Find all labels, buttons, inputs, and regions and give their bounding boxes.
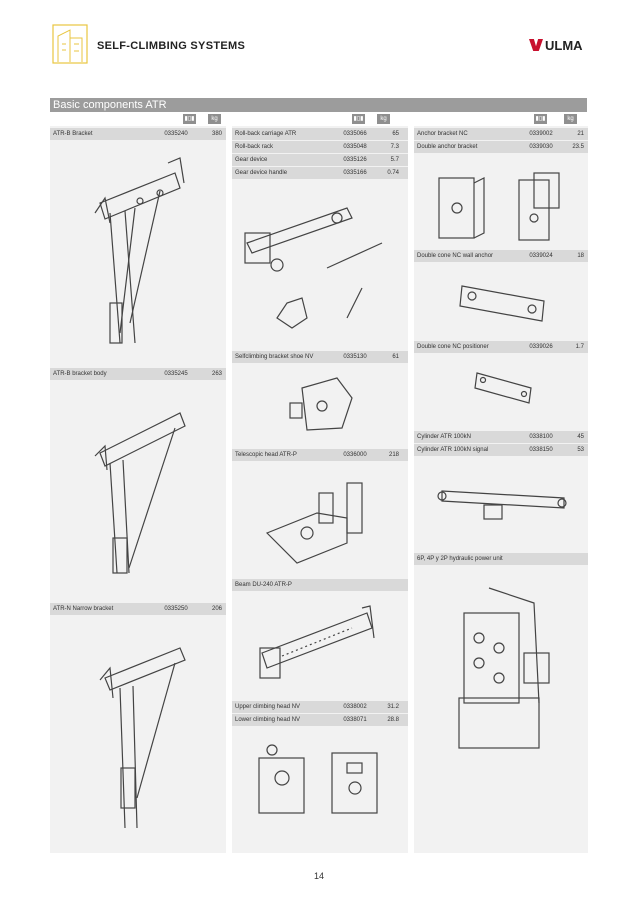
item-name: Telescopic head ATR-P [235, 452, 297, 458]
item-code: 0339002 [529, 131, 553, 137]
item-code: 0335166 [343, 170, 367, 176]
item-weight: 65 [392, 131, 399, 137]
column-2 [232, 113, 408, 853]
item-code: 0339026 [529, 344, 553, 350]
item-name: Roll-back rack [235, 144, 274, 150]
item-code: 0336000 [343, 452, 367, 458]
table-row [232, 154, 408, 166]
item-code: 0335245 [164, 371, 188, 377]
item-weight: 18 [577, 253, 584, 259]
table-row [232, 167, 408, 179]
table-row [50, 368, 226, 380]
item-code: 0339030 [529, 144, 553, 150]
item-code: 0335250 [164, 606, 188, 612]
table-row [414, 341, 588, 353]
table-row [232, 141, 408, 153]
item-code: 0335126 [343, 157, 367, 163]
beam-du-240-drawing [252, 598, 382, 688]
brand-logo [529, 38, 583, 53]
item-name: Roll-back carriage ATR [235, 131, 297, 137]
icon-bar [232, 113, 408, 126]
anchor-brackets-drawing [424, 168, 574, 253]
item-weight: 23.5 [572, 144, 584, 150]
item-weight: 45 [577, 434, 584, 440]
cylinder-drawing [434, 473, 574, 533]
barcode-icon: ▮▯▮ [184, 116, 195, 122]
bracket-shoe-drawing [282, 368, 362, 438]
table-row [232, 449, 408, 461]
table-row [232, 714, 408, 726]
table-row [50, 128, 226, 140]
item-name: Anchor bracket NC [417, 131, 468, 137]
section-title: SELF-CLIMBING SYSTEMS [97, 40, 246, 52]
item-weight: 31.2 [387, 704, 399, 710]
item-weight: 218 [388, 452, 399, 458]
table-row [414, 141, 588, 153]
table-row [414, 553, 588, 565]
item-code: 0338002 [343, 704, 367, 710]
item-code: 0335240 [164, 131, 188, 137]
item-weight: 206 [211, 606, 222, 612]
item-code: 0335066 [343, 131, 367, 137]
item-weight: 380 [211, 131, 222, 137]
item-weight: 263 [211, 371, 222, 377]
table-row [414, 431, 588, 443]
table-row [232, 351, 408, 363]
item-code: 0335048 [343, 144, 367, 150]
item-name: Beam DU-240 ATR-P [235, 582, 292, 588]
item-weight: 61 [392, 354, 399, 360]
item-weight: 7.3 [390, 144, 399, 150]
item-name: 6P, 4P y 2P hydraulic power unit [417, 556, 503, 562]
weight-icon: kg [377, 114, 390, 124]
item-name: ATR-B Bracket [53, 131, 93, 137]
table-row [232, 579, 408, 591]
item-weight: 1.7 [575, 344, 584, 350]
brand-name: ULMA [545, 38, 583, 53]
table-row [414, 250, 588, 262]
item-code: 0338150 [529, 447, 553, 453]
icon-bar [50, 113, 226, 126]
item-name: Selfclimbing bracket shoe NV [235, 354, 314, 360]
item-name: Gear device [235, 157, 268, 163]
positioner-drawing [469, 363, 539, 413]
item-name: Gear device handle [235, 170, 288, 176]
table-row [50, 603, 226, 615]
climbing-heads-drawing [247, 738, 397, 833]
wall-anchor-drawing [454, 271, 554, 331]
telescopic-head-drawing [257, 473, 387, 573]
page-number: 14 [313, 871, 324, 881]
table-row [414, 444, 588, 456]
item-weight: 21 [577, 131, 584, 137]
item-weight: 53 [577, 447, 584, 453]
ulma-mark-icon [529, 39, 543, 51]
building-outline-logo [52, 24, 88, 64]
atr-b-bracket-body-drawing [85, 398, 195, 578]
item-weight: 5.7 [390, 157, 399, 163]
item-code: 0339024 [529, 253, 553, 259]
atr-b-bracket-drawing [80, 153, 190, 353]
item-code: 0338071 [343, 717, 367, 723]
item-name: Double anchor bracket [417, 144, 478, 150]
icon-bar [414, 113, 588, 126]
hydraulic-power-unit-drawing [449, 583, 559, 753]
item-name: ATR-N Narrow bracket [53, 606, 114, 612]
item-code: 0335130 [343, 354, 367, 360]
weight-icon: kg [564, 114, 577, 124]
item-name: Cylinder ATR 100kN signal [417, 447, 489, 453]
item-weight: 0.74 [387, 170, 399, 176]
item-code: 0338100 [529, 434, 553, 440]
barcode-icon: ▮▯▮ [535, 116, 546, 122]
weight-icon: kg [208, 114, 221, 124]
banner-title: Basic components ATR [50, 98, 587, 112]
item-weight: 28.8 [387, 717, 399, 723]
table-row [232, 701, 408, 713]
page-header [0, 0, 638, 80]
item-name: ATR-B bracket body [53, 371, 107, 377]
roll-back-carriage-drawing [237, 193, 397, 343]
barcode-icon: ▮▯▮ [353, 116, 364, 122]
item-name: Double cone NC positioner [417, 344, 489, 350]
column-3 [414, 113, 588, 853]
column-1 [50, 113, 226, 853]
table-row [232, 128, 408, 140]
item-name: Cylinder ATR 100kN [417, 434, 471, 440]
item-name: Double cone NC wall anchor [417, 253, 494, 259]
atr-n-narrow-bracket-drawing [95, 638, 195, 838]
table-row [414, 128, 588, 140]
item-name: Upper climbing head NV [235, 704, 301, 710]
item-name: Lower climbing head NV [235, 717, 301, 723]
